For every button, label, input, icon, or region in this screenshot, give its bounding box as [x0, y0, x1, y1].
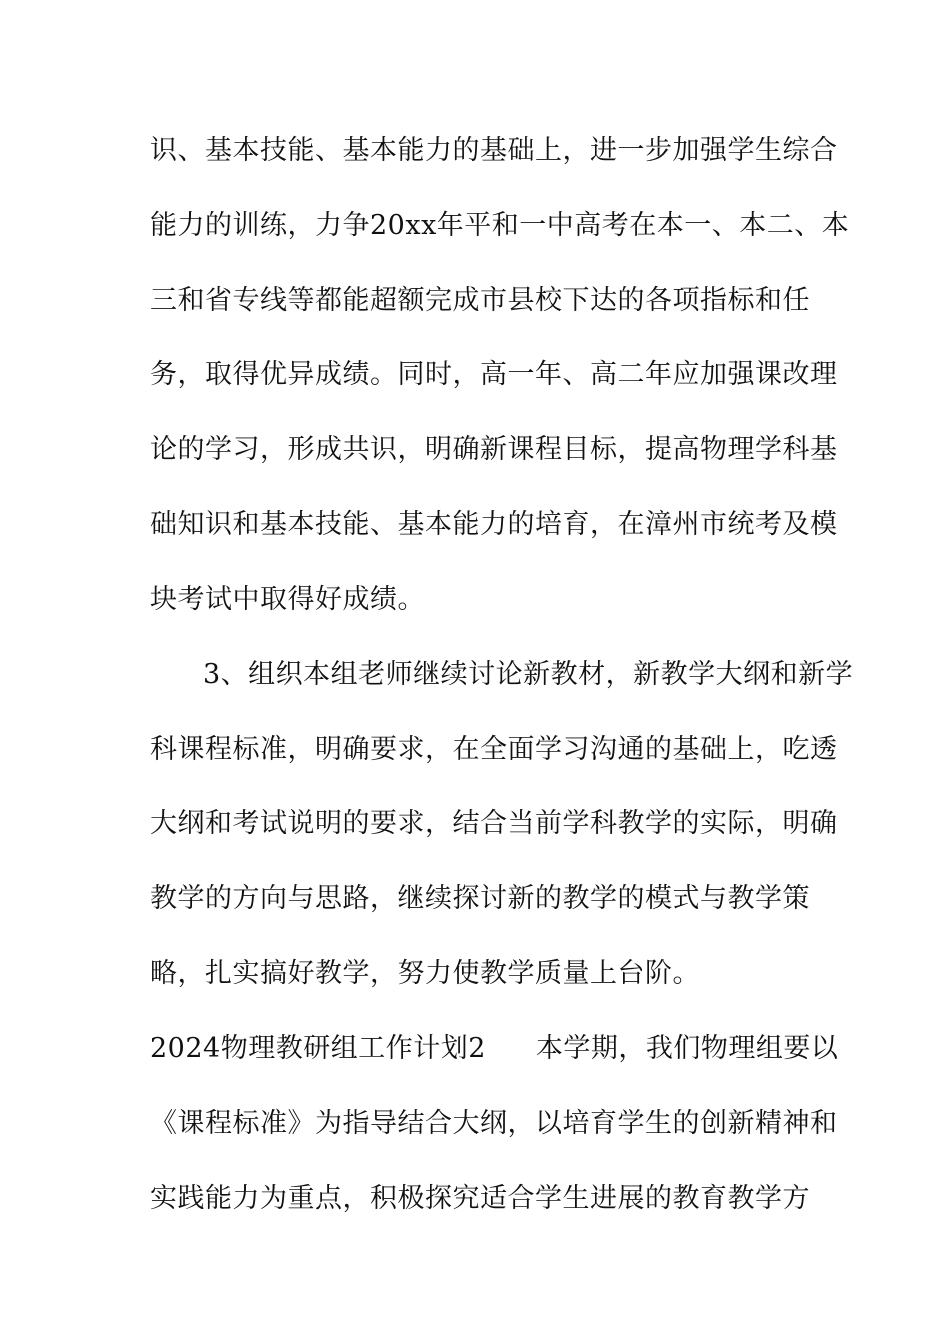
text-line: 础知识和基本技能、基本能力的培育，在漳州市统考及模 [150, 509, 838, 540]
text-line: 实践能力为重点，积极探究适合学生进展的教育教学方 [150, 1183, 810, 1214]
text-line: 块考试中取得好成绩。 [150, 584, 425, 615]
text-line: 能力的训练，力争20xx年平和一中高考在本一、本二、本 [150, 210, 850, 241]
text-line: 论的学习，形成共识，明确新课程目标，提高物理学科基 [150, 434, 838, 465]
text-line: 三和省专线等都能超额完成市县校下达的各项指标和任 [150, 285, 810, 316]
text-line: 教学的方向与思路，继续探讨新的教学的模式与教学策 [150, 883, 810, 914]
text-line-start: 本学期，我们物理组要以 [535, 1033, 839, 1064]
text-line: 大纲和考试说明的要求，结合当前学科教学的实际，明确 [150, 808, 838, 839]
text-line: 3、组织本组老师继续讨论新教材，新教学大纲和新学 [203, 659, 854, 690]
section-title: 2024物理教研组工作计划2 [150, 1033, 486, 1064]
text-line: 科课程标准，明确要求，在全面学习沟通的基础上，吃透 [150, 734, 838, 765]
text-line: 《课程标准》为指导结合大纲，以培育学生的创新精神和 [150, 1108, 838, 1139]
text-line: 识、基本技能、基本能力的基础上，进一步加强学生综合 [150, 135, 838, 166]
text-line: 务，取得优异成绩。同时，高一年、高二年应加强课改理 [150, 359, 838, 390]
section-heading-line [150, 1031, 838, 1067]
text-line: 略，扎实搞好教学，努力使教学质量上台阶。 [150, 958, 700, 989]
